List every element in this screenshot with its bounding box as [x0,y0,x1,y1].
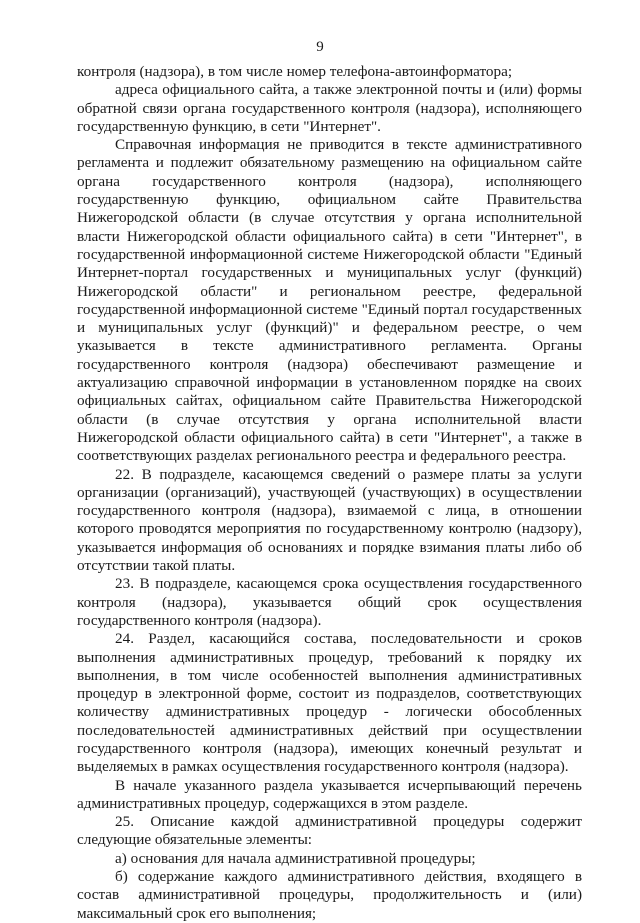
paragraph: 25. Описание каждой административной процедуры содержит следующие обязательные элементы: [77,813,582,849]
document-body [77,63,582,923]
page-number: 9 [316,39,324,55]
paragraph: адреса официального сайта, а также электронной почты и (или) формы обратной связи органа государственного контроля (надзора), исполняющего государственную функцию, в сети "Интернет". [77,81,582,135]
paragraph: Справочная информация не приводится в тексте административного регламента и подлежит обязательному размещению на официальном сайте органа государственного контроля (надзора), исполняющего государственную функцию, официальном сайте Правительства Нижегородской области (в случае отсутствия у органа исполнительной власти Нижегородской области официального сайта) в сети "Интернет", в государственной информационной системе Нижегородской области "Единый Интернет-портал государственных и муниципальных услуг (функций) Нижегородской области" и региональном реестре, федеральной государственной информационной системе "Единый портал государственных и муниципальных услуг (функций)" и федеральном реестре, о чем указывается в тексте административного регламента. Органы государственного контроля (надзора) обеспечивают размещение и актуализацию справочной информации в установленном порядке на своих официальных сайтах, официальном сайте Правительства Нижегородской области (в случае отсутствия у органа исполнительной власти Нижегородской области официального сайта) в сети "Интернет", а также в соответствующих разделах регионального реестра и федерального реестра. [77,136,582,465]
paragraph: а) основания для начала административной процедуры; [115,849,476,867]
paragraph: 22. В подразделе, касающемся сведений о размере платы за услуги организации (организаций), участвующей (участвующих) в осуществлении государственного контроля (надзора), взимаемой с лица, в отношении которого проводятся мероприятия по государственному контролю (надзору), указывается информация об основаниях и порядке взимания платы либо об отсутствии такой платы. [77,465,582,575]
paragraph: б) содержание каждого административного действия, входящего в состав административной процедуры, продолжительность и (или) максимальный срок его выполнения; [77,868,582,922]
paragraph: 24. Раздел, касающийся состава, последовательности и сроков выполнения административных процедур, требований к порядку их выполнения, в том числе особенностей выполнения административных процедур в электронной форме, состоит из подразделов, соответствующих количеству административных процедур - логически обособленных последовательностей административных действий при осуществлении государственного контроля (надзора), имеющих конечный результат и выделяемых в рамках осуществления государственного контроля (надзора). [77,630,582,776]
paragraph: В начале указанного раздела указывается исчерпывающий перечень административных процедур, содержащихся в этом разделе. [77,776,582,812]
paragraph: 23. В подразделе, касающемся срока осуществления государственного контроля (надзора), указывается общий срок осуществления государственного контроля (надзора). [77,575,582,629]
paragraph: контроля (надзора), в том числе номер телефона-автоинформатора; [77,63,513,80]
